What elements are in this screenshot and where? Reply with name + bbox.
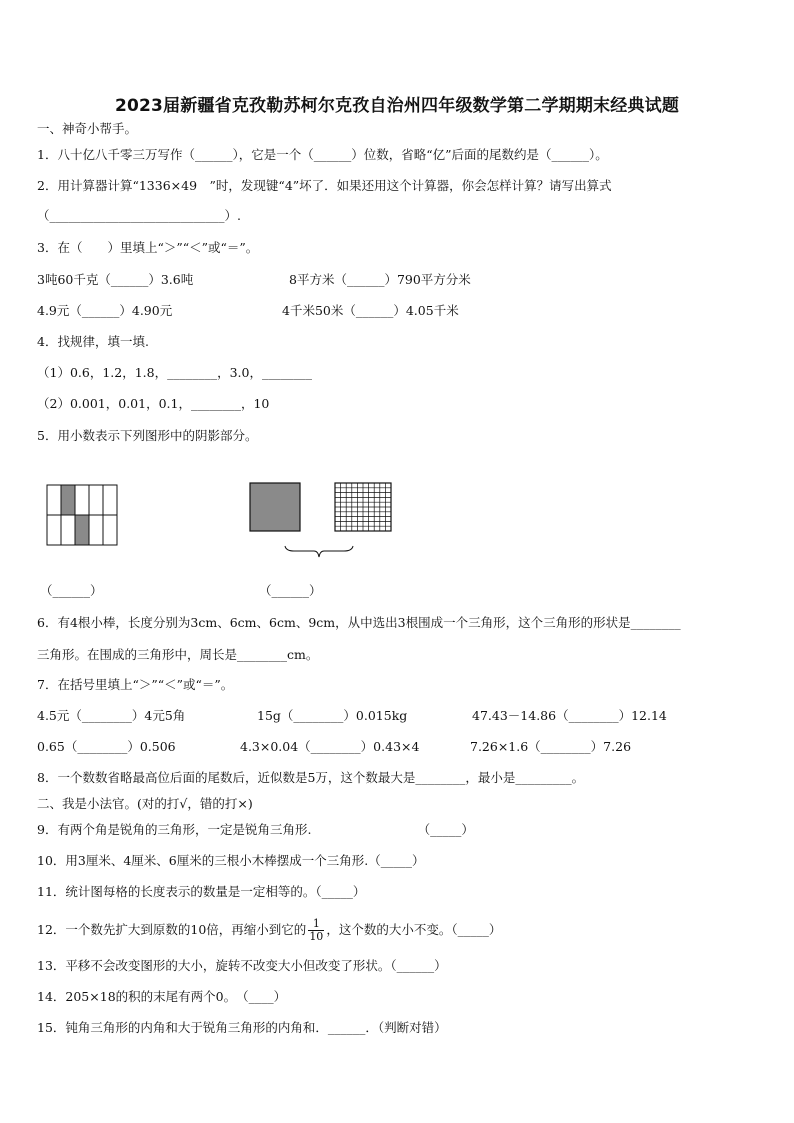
question-2-answer-line: （____________________________）. [37, 208, 241, 223]
grid-cell [75, 485, 89, 515]
question-7-item: 7.26×1.6（________）7.26 [470, 739, 632, 754]
grid-cell [89, 515, 103, 545]
question-3-item: 8平方米（______）790平方分米 [289, 272, 471, 287]
question-6-continued: 三角形。在围成的三角形中，周长是________cm。 [37, 647, 319, 662]
grid-cell [47, 485, 61, 515]
question-12 [37, 912, 501, 948]
question-7-item: 4.5元（________）4元5角 [37, 708, 186, 723]
question-3-item: 3吨60千克（______）3.6吨 [37, 272, 194, 287]
shaded-cell [61, 485, 75, 515]
section-heading-1: 一、神奇小帮手。 [37, 121, 138, 136]
curly-brace [284, 545, 354, 559]
grid-cell [89, 485, 103, 515]
question-12-text: 12．一个数先扩大到原数的10倍，再缩小到它的 [37, 922, 307, 937]
question-7: 7．在括号里填上“＞”“＜”或“＝”。 [37, 677, 234, 692]
grid-cell [103, 515, 117, 545]
grid-cell [103, 485, 117, 515]
fraction-numerator: 1 [308, 918, 324, 931]
question-3-item: 4.9元（______）4.90元 [37, 303, 173, 318]
question-8: 8．一个数数省略最高位后面的尾数后，近似数是5万，这个数最大是________，最小是_________。 [37, 770, 585, 785]
question-2: 2．用计算器计算“1336×49 ”时，发现键“4”坏了．如果还用这个计算器，你会怎样计算？请写出算式 [37, 178, 612, 193]
question-10: 10．用3厘米、4厘米、6厘米的三根小木棒摆成一个三角形.（_____） [37, 853, 425, 868]
grid-cell [61, 515, 75, 545]
question-5-answer-blank-2: （______） [259, 583, 322, 598]
question-13: 13．平移不会改变图形的大小，旋转不改变大小但改变了形状。（______） [37, 958, 447, 973]
question-12-text-end: ，这个数的大小不变。（_____） [326, 922, 502, 937]
section-heading-2: 二、我是小法官。(对的打√，错的打×) [37, 796, 253, 811]
shaded-grid-2x5 [46, 484, 118, 546]
question-14: 14．205×18的积的末尾有两个0。 （____） [37, 989, 287, 1004]
question-7-item: 47.43－14.86（________）12.14 [472, 708, 667, 723]
page-title: 2023届新疆省克孜勒苏柯尔克孜自治州四年级数学第二学期期末经典试题 [114, 96, 680, 116]
shaded-unit-square [249, 482, 301, 532]
question-6: 6．有4根小棒，长度分别为3cm、6cm、6cm、9cm，从中选出3根围成一个三角形，这个三角形的形状是________ [37, 615, 681, 630]
fraction-one-tenth [308, 918, 324, 943]
question-5: 5．用小数表示下列图形中的阴影部分。 [37, 428, 258, 443]
fraction-denominator: 10 [309, 930, 324, 943]
question-3: 3．在（ ）里填上“＞”“＜”或“＝”。 [37, 240, 259, 255]
shaded-square [250, 483, 300, 531]
question-11: 11．统计图每格的长度表示的数量是一定相等的。（_____） [37, 884, 366, 899]
question-9: 9．有两个角是锐角的三角形，一定是锐角三角形. （_____） [37, 822, 474, 837]
grid-cell [47, 515, 61, 545]
question-15: 15．钝角三角形的内角和大于锐角三角形的内角和．______．（判断对错） [37, 1020, 447, 1035]
question-4-part-2: （2）0.001，0.01，0.1，________，10 [37, 396, 270, 411]
question-4-part-1: （1）0.6，1.2，1.8，________，3.0，________ [37, 365, 312, 380]
question-7-item: 4.3×0.04（________）0.43×4 [240, 739, 420, 754]
hundred-grid [334, 482, 392, 532]
question-5-answer-blank-1: （______） [40, 583, 103, 598]
question-7-item: 0.65（________）0.506 [37, 739, 176, 754]
question-1: 1．八十亿八千零三万写作（______），它是一个（______）位数，省略“亿”后面的尾数约是（______）。 [37, 147, 608, 162]
shaded-cell [75, 515, 89, 545]
question-3-item: 4千米50米（______）4.05千米 [282, 303, 459, 318]
question-7-item: 15g（________）0.015kg [257, 708, 408, 723]
question-4: 4．找规律，填一填. [37, 334, 149, 349]
